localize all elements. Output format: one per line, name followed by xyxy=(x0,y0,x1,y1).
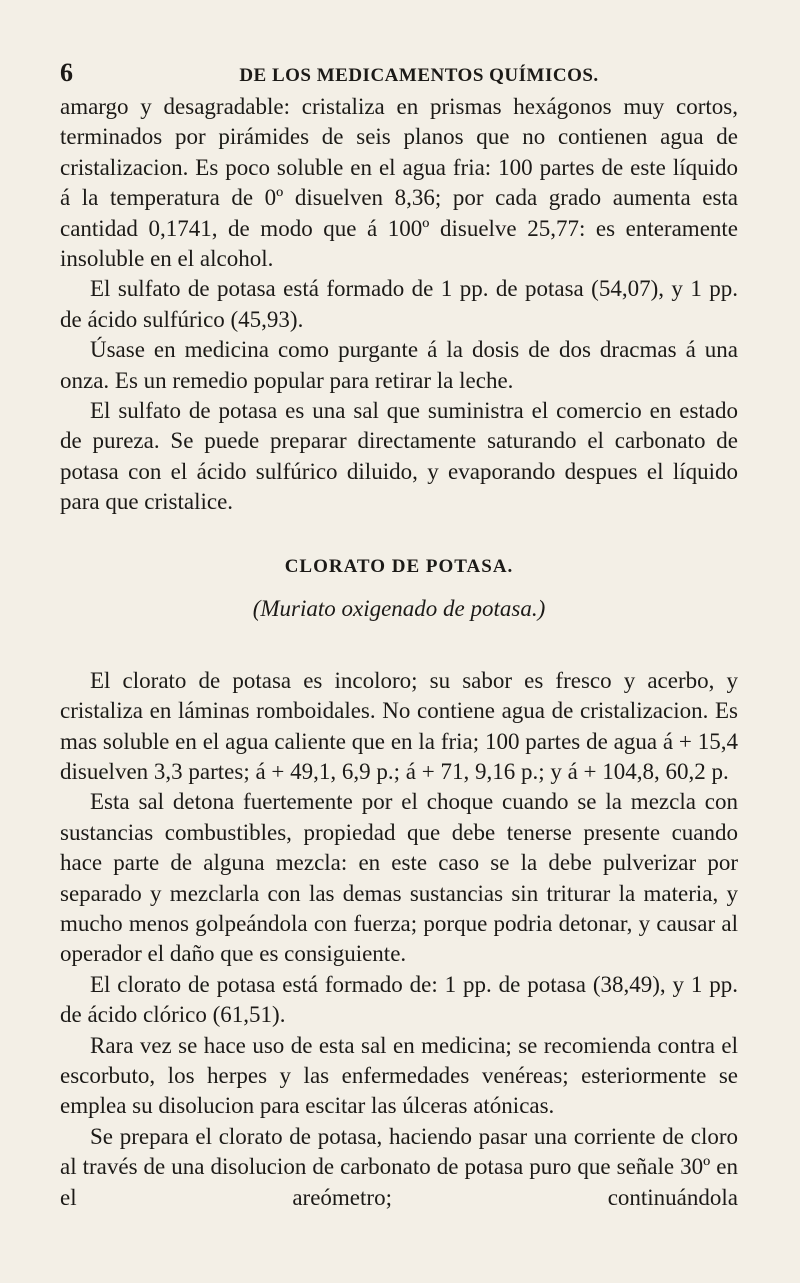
paragraph-clorato-detonation: Esta sal detona fuertemente por el choque cuando se la mezcla con sustancias combustibles, propiedad que debe tenerse presente cuando hace parte de alguna mezcla: en este caso se la debe pulverizar por separado y mezclarla con las demas sustancias sin triturar la materia, y mucho menos golpeándola con fuerza; porque podria detonar, y causar al operador el daño que es consiguiente. xyxy=(60,789,738,967)
paragraph-sulfato-uses: Úsase en medicina como purgante á la dosis de dos dracmas á una onza. Es un remedio popular para retirar la leche. xyxy=(60,337,738,393)
section-subtitle: (Muriato oxigenado de potasa.) xyxy=(252,595,546,621)
paragraph-clorato-preparation: Se prepara el clorato de potasa, haciendo pasar una corriente de cloro al través de una disolucion de carbonato de potasa puro que señale 30º en el areómetro; continuándola xyxy=(60,1123,738,1210)
section-title: CLORATO DE POTASA. xyxy=(284,555,514,577)
paragraph-clorato-properties: El clorato de potasa es incoloro; su sabor es fresco y acerbo, y cristaliza en láminas romboidales. No contiene agua de cristalizacion. Es mas soluble en el agua caliente que en la fria; 100 partes de agua á + 15,4 disuelven 3,3 partes; á + 49,1, 6,9 p.; á + 71, 9,16 p.; y á + 104,8, 60,2 p. xyxy=(60,667,738,784)
paragraph-clorato-composition: El clorato de potasa está formado de: 1 pp. de potasa (38,49), y 1 pp. de ácido clórico (61,51). xyxy=(60,971,738,1028)
running-title: DE LOS MEDICAMENTOS QUÍMICOS. xyxy=(239,65,599,86)
paragraph-sulfato-properties: amargo y desagradable: cristaliza en prismas hexágonos muy cortos, terminados por pirámides de seis planos que no contienen agua de cristalizacion. Es poco soluble en el agua fria: 100 partes de este líquido á la temperatura de 0º disuelven 8,36; por cada grado aumenta esta cantidad 0,1741, de modo que á 100º disuelve 25,77: es enteramente insoluble en el alcohol. xyxy=(60,94,738,272)
running-head: 6 DE LOS MEDICAMENTOS QUÍMICOS. xyxy=(60,58,738,92)
paragraph-sulfato-composition: El sulfato de potasa está formado de 1 pp. de potasa (54,07), y 1 pp. de ácido sulfúrico (45,93). xyxy=(60,276,738,332)
paragraph-clorato-uses: Rara vez se hace uso de esta sal en medicina; se recomienda contra el escorbuto, los herpes y las enfermedades venéreas; esteriormente se emplea su disolucion para escitar las úlceras atónicas. xyxy=(60,1032,738,1119)
paragraph-sulfato-preparation: El sulfato de potasa es una sal que suministra el comercio en estado de pureza. Se puede preparar directamente saturando el carbonato de potasa con el ácido sulfúrico diluido, y evaporando despues el líquido para que cristalice. xyxy=(60,398,738,515)
